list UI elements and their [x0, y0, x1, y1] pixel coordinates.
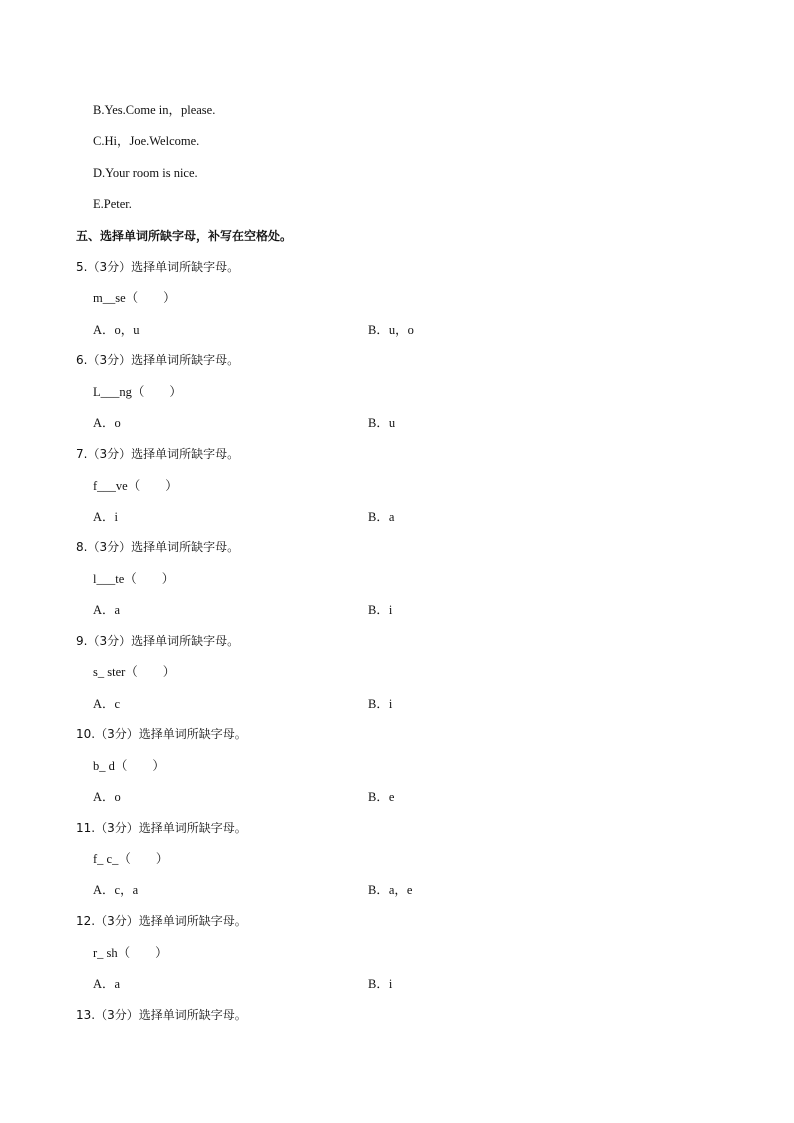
option-a: A．a — [93, 603, 121, 617]
question-stem: 10.（3分）选择单词所缺字母。 — [76, 727, 247, 741]
question-stem: 12.（3分）选择单词所缺字母。 — [76, 914, 247, 928]
option-b: B．a，e — [368, 883, 413, 897]
question-stem: 6.（3分）选择单词所缺字母。 — [76, 353, 240, 367]
question-stem: 11.（3分）选择单词所缺字母。 — [76, 821, 247, 835]
option-a: A．a — [93, 977, 121, 991]
option-b: B．i — [368, 697, 393, 711]
question-word: L___ng（ ） — [93, 385, 182, 399]
question-stem: 7.（3分）选择单词所缺字母。 — [76, 447, 240, 461]
option-a: A．c — [93, 697, 121, 711]
option-b: B．u — [368, 416, 396, 430]
question-word: f_ c_（ ） — [93, 852, 169, 866]
option-a: A．o — [93, 416, 121, 430]
question-stem: 5.（3分）选择单词所缺字母。 — [76, 260, 240, 274]
question-word: m__se（ ） — [93, 291, 176, 305]
prev-option-e: E.Peter. — [93, 197, 132, 211]
question-word: r_ sh（ ） — [93, 946, 168, 960]
prev-option-b: B.Yes.Come in，please. — [93, 103, 216, 117]
question-word: b_ d（ ） — [93, 759, 165, 773]
question-stem: 9.（3分）选择单词所缺字母。 — [76, 634, 240, 648]
option-a: A．i — [93, 510, 119, 524]
question-stem: 13.（3分）选择单词所缺字母。 — [76, 1008, 247, 1022]
question-stem: 8.（3分）选择单词所缺字母。 — [76, 540, 240, 554]
section-heading: 五、选择单词所缺字母，补写在空格处。 — [76, 229, 293, 243]
option-b: B．a — [368, 510, 395, 524]
option-b: B．e — [368, 790, 395, 804]
question-word: l___te（ ） — [93, 572, 175, 586]
option-a: A．o — [93, 790, 121, 804]
prev-option-d: D.Your room is nice. — [93, 166, 198, 180]
option-a: A．o，u — [93, 323, 140, 337]
option-b: B．i — [368, 977, 393, 991]
option-b: B．i — [368, 603, 393, 617]
question-word: f___ve（ ） — [93, 479, 178, 493]
prev-option-c: C.Hi，Joe.Welcome. — [93, 134, 200, 148]
option-a: A．c，a — [93, 883, 139, 897]
question-word: s_ ster（ ） — [93, 665, 176, 679]
option-b: B．u，o — [368, 323, 414, 337]
